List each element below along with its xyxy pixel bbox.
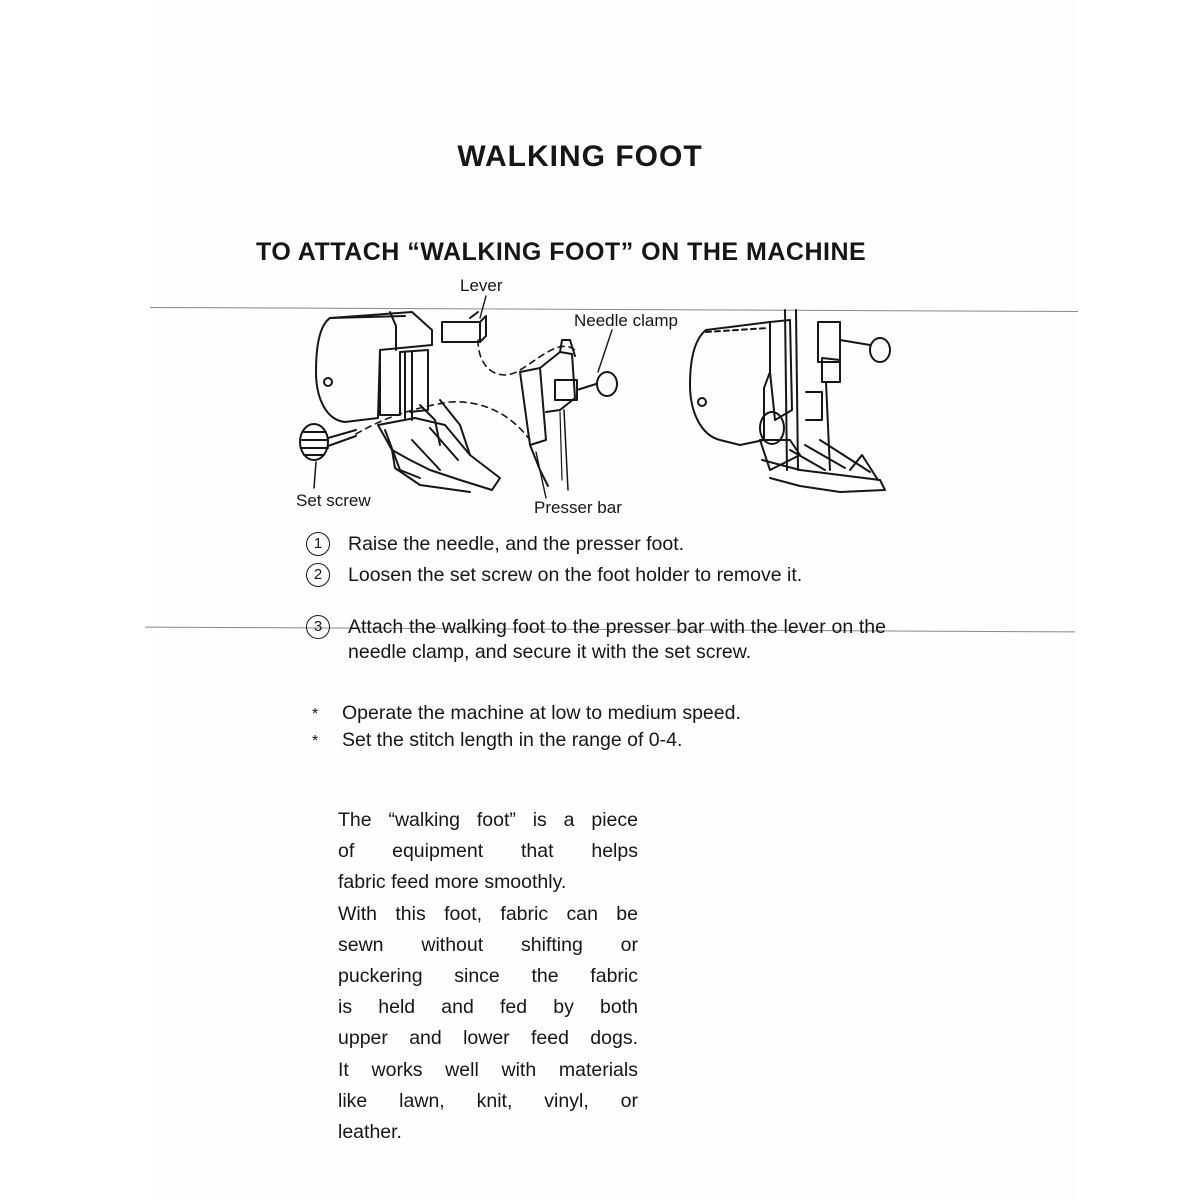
label-presser-bar: Presser bar bbox=[534, 498, 622, 517]
description-line: With this foot, fabric can be bbox=[338, 902, 638, 925]
step-number-3: 3 bbox=[306, 615, 330, 639]
machine-head-right bbox=[690, 310, 890, 492]
description-line: like lawn, knit, vinyl, or bbox=[338, 1089, 638, 1112]
walking-foot-attachment bbox=[520, 340, 617, 490]
document-subtitle: TO ATTACH “WALKING FOOT” ON THE MACHINE bbox=[256, 238, 867, 266]
machine-head-left bbox=[316, 312, 500, 492]
note-text: Operate the machine at low to medium speed. bbox=[342, 702, 741, 724]
description-line: leather. bbox=[338, 1121, 402, 1144]
label-set-screw: Set screw bbox=[296, 491, 371, 510]
description-paragraph bbox=[338, 805, 638, 1148]
description-line: puckering since the fabric bbox=[338, 965, 638, 988]
description-line: fabric feed more smoothly. bbox=[338, 871, 567, 894]
description-line: upper and lower feed dogs. bbox=[338, 1027, 638, 1050]
step-3 bbox=[306, 615, 886, 665]
label-needle-clamp: Needle clamp bbox=[574, 311, 678, 330]
description-line: of equipment that helps bbox=[338, 840, 638, 863]
description-line: It works well with materials bbox=[338, 1058, 638, 1081]
label-lever: Lever bbox=[460, 276, 503, 295]
step-1 bbox=[306, 532, 886, 557]
description-line: is held and fed by both bbox=[338, 996, 638, 1019]
note-bullet: * bbox=[312, 706, 319, 723]
document-title: WALKING FOOT bbox=[457, 140, 703, 173]
note-text: Set the stitch length in the range of 0-4. bbox=[342, 729, 683, 751]
step-text-3: Attach the walking foot to the presser bar with the lever on the needle clamp, and secure it with the set screw. bbox=[348, 616, 886, 663]
note-bullet: * bbox=[312, 733, 319, 750]
set-screw-illustration bbox=[300, 424, 356, 488]
step-2 bbox=[306, 563, 886, 588]
description-line: The “walking foot” is a piece bbox=[338, 809, 638, 831]
description-line: sewn without shifting or bbox=[338, 933, 638, 956]
step-number-2: 2 bbox=[306, 563, 330, 587]
step-number-1: 1 bbox=[306, 532, 330, 556]
step-text-1: Raise the needle, and the presser foot. bbox=[348, 533, 685, 555]
step-text-2: Loosen the set screw on the foot holder to remove it. bbox=[348, 564, 803, 586]
note-speed bbox=[312, 702, 741, 725]
note-stitch-length bbox=[312, 729, 682, 752]
